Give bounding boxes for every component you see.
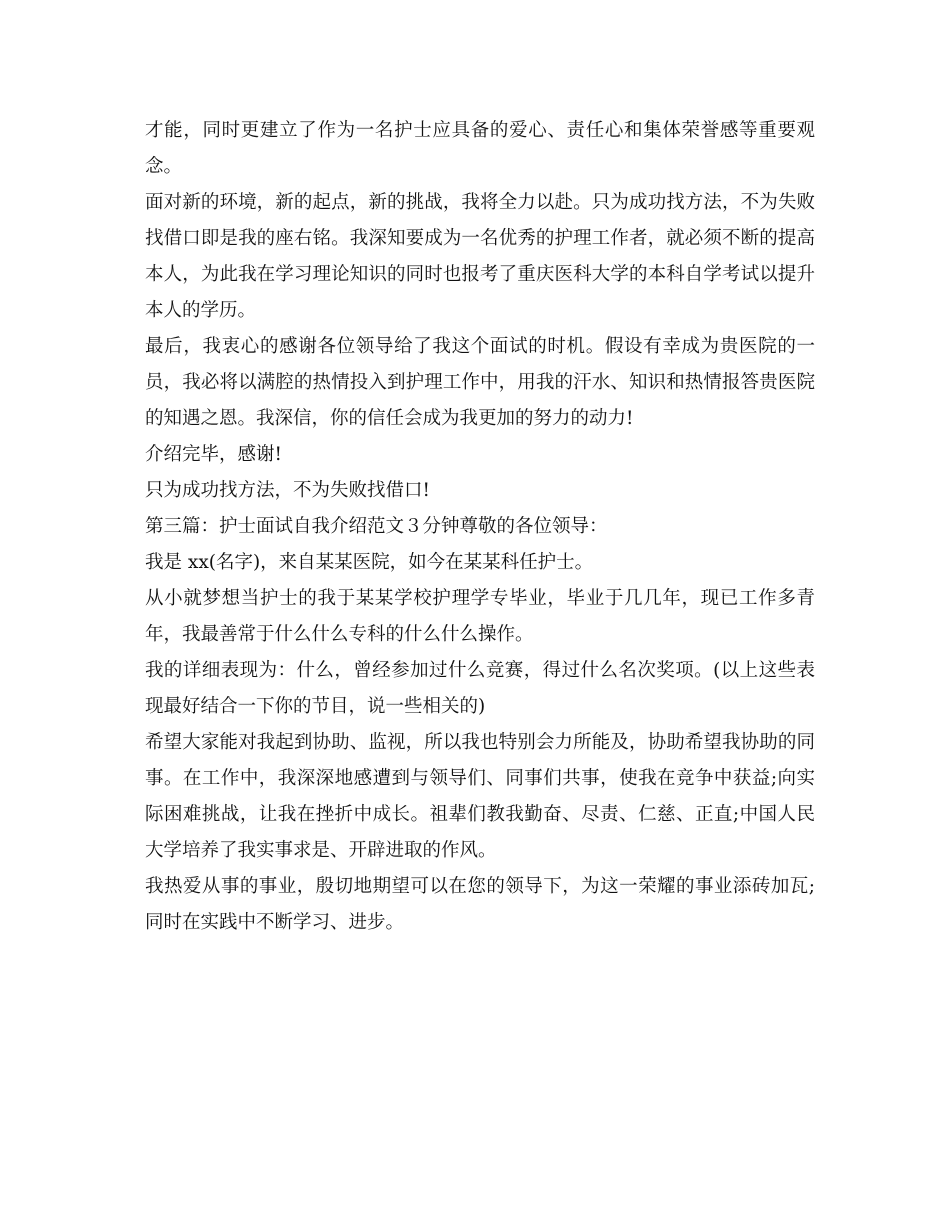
paragraph-8: 从小就梦想当护士的我于某某学校护理学专毕业，毕业于几几年，现已工作多青年，我最善常于什么什么专科的什么什么操作。 <box>145 588 815 645</box>
paragraph-10: 希望大家能对我起到协助、监视，所以我也特别会力所能及，协助希望我协助的同事。在工作中，我深深地感遭到与领导们、同事们共事，使我在竞争中获益;向实际困难挑战，让我在挫折中成长。祖辈们教我勤奋、尽责、仁慈、正直;中国人民大学培养了我实事求是、开辟进取的作风。 <box>145 732 815 861</box>
paragraph-1: 才能，同时更建立了作为一名护士应具备的爱心、责任心和集体荣誉感等重要观念。 <box>145 120 815 177</box>
paragraph-3: 最后，我衷心的感谢各位领导给了我这个面试的时机。假设有幸成为贵医院的一员，我必将以满腔的热情投入到护理工作中，用我的汗水、知识和热情报答贵医院的知遇之恩。我深信，你的信任会成为我更加的努力的动力! <box>145 336 815 429</box>
paragraph-5: 只为成功找方法，不为失败找借口! <box>145 480 430 501</box>
paragraph-9: 我的详细表现为：什么，曾经参加过什么竞赛，得过什么名次奖项。(以上这些表现最好结合一下你的节目，说一些相关的) <box>145 660 815 717</box>
document-body <box>145 113 815 941</box>
paragraph-11: 我热爱从事的事业，殷切地期望可以在您的领导下，为这一荣耀的事业添砖加瓦;同时在实践中不断学习、进步。 <box>145 876 815 933</box>
paragraph-4: 介绍完毕，感谢! <box>145 444 282 465</box>
paragraph-2: 面对新的环境，新的起点，新的挑战，我将全力以赴。只为成功找方法，不为失败找借口即是我的座右铭。我深知要成为一名优秀的护理工作者，就必须不断的提高本人，为此我在学习理论知识的同时也报考了重庆医科大学的本科自学考试以提升本人的学历。 <box>145 192 815 321</box>
section-heading: 第三篇：护士面试自我介绍范文３分钟尊敬的各位领导： <box>145 516 608 537</box>
paragraph-7: 我是 xx(名字)，来自某某医院，如今在某某科任护士。 <box>145 552 594 573</box>
